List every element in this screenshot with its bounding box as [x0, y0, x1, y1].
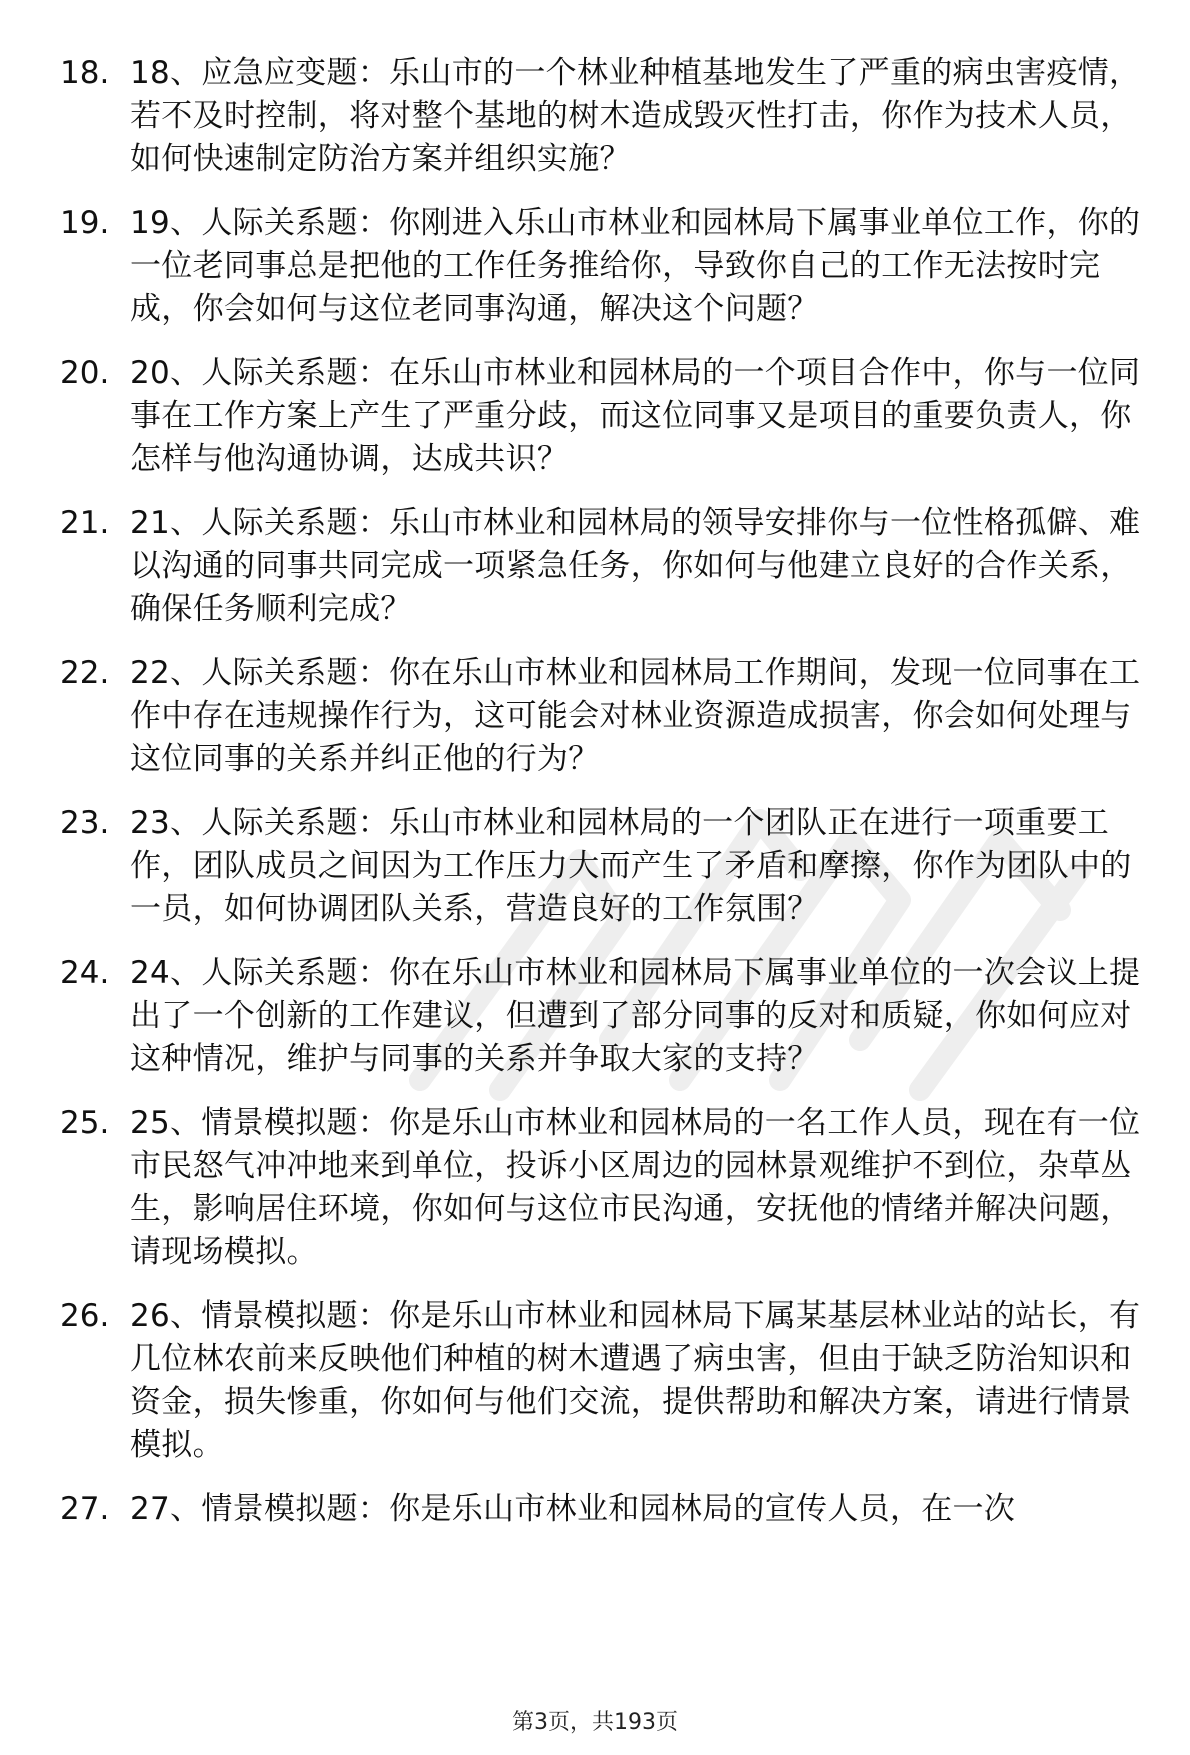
- question-item-18: [60, 52, 1160, 181]
- question-text: 20、人际关系题：在乐山市林业和园林局的一个项目合作中，你与一位同事在工作方案上产生了严重分歧，而这位同事又是项目的重要负责人，你怎样与他沟通协调，达成共识？: [130, 355, 1141, 477]
- question-item-26: [60, 1295, 1160, 1467]
- question-text: 18、应急应变题：乐山市的一个林业种植基地发生了严重的病虫害疫情，若不及时控制，将对整个基地的树木造成毁灭性打击，你作为技术人员，如何快速制定防治方案并组织实施？: [130, 55, 1141, 177]
- question-number: 24.: [60, 955, 110, 991]
- question-text: 25、情景模拟题：你是乐山市林业和园林局的一名工作人员，现在有一位市民怒气冲冲地来到单位，投诉小区周边的园林景观维护不到位，杂草丛生，影响居住环境，你如何与这位市民沟通，安抚他的情绪并解决问题，请现场模拟。: [130, 1105, 1141, 1270]
- question-number: 20.: [60, 355, 110, 391]
- question-number: 19.: [60, 205, 110, 241]
- question-item-24: [60, 952, 1160, 1081]
- question-item-23: [60, 802, 1160, 931]
- question-number: 25.: [60, 1105, 110, 1141]
- question-number: 21.: [60, 505, 110, 541]
- question-text: 19、人际关系题：你刚进入乐山市林业和园林局下属事业单位工作，你的一位老同事总是把他的工作任务推给你，导致你自己的工作无法按时完成，你会如何与这位老同事沟通，解决这个问题？: [130, 205, 1141, 327]
- question-text: 27、情景模拟题：你是乐山市林业和园林局的宣传人员，在一次: [130, 1491, 1016, 1527]
- question-number: 26.: [60, 1298, 110, 1334]
- question-item-19: [60, 202, 1160, 331]
- question-text: 24、人际关系题：你在乐山市林业和园林局下属事业单位的一次会议上提出了一个创新的工作建议，但遭到了部分同事的反对和质疑，你如何应对这种情况，维护与同事的关系并争取大家的支持？: [130, 955, 1141, 1077]
- question-number: 18.: [60, 55, 110, 91]
- question-number: 23.: [60, 805, 110, 841]
- question-text: 22、人际关系题：你在乐山市林业和园林局工作期间，发现一位同事在工作中存在违规操作行为，这可能会对林业资源造成损害，你会如何处理与这位同事的关系并纠正他的行为？: [130, 655, 1141, 777]
- question-number: 27.: [60, 1491, 110, 1527]
- question-number: 22.: [60, 655, 110, 691]
- question-item-21: [60, 502, 1160, 631]
- question-item-20: [60, 352, 1160, 481]
- question-text: 26、情景模拟题：你是乐山市林业和园林局下属某基层林业站的站长，有几位林农前来反映他们种植的树木遭遇了病虫害，但由于缺乏防治知识和资金，损失惨重，你如何与他们交流，提供帮助和解决方案，请进行情景模拟。: [130, 1298, 1141, 1463]
- question-text: 21、人际关系题：乐山市林业和园林局的领导安排你与一位性格孤僻、难以沟通的同事共同完成一项紧急任务，你如何与他建立良好的合作关系，确保任务顺利完成？: [130, 505, 1141, 627]
- question-text: 23、人际关系题：乐山市林业和园林局的一个团队正在进行一项重要工作，团队成员之间因为工作压力大而产生了矛盾和摩擦，你作为团队中的一员，如何协调团队关系，营造良好的工作氛围？: [130, 805, 1132, 927]
- page-footer: [0, 1708, 1190, 1738]
- question-item-25: [60, 1102, 1160, 1274]
- question-item-27: [60, 1488, 1160, 1531]
- question-item-22: [60, 652, 1160, 781]
- question-list: [60, 52, 1160, 1552]
- page-number-label: 第3页，共193页: [512, 1710, 678, 1735]
